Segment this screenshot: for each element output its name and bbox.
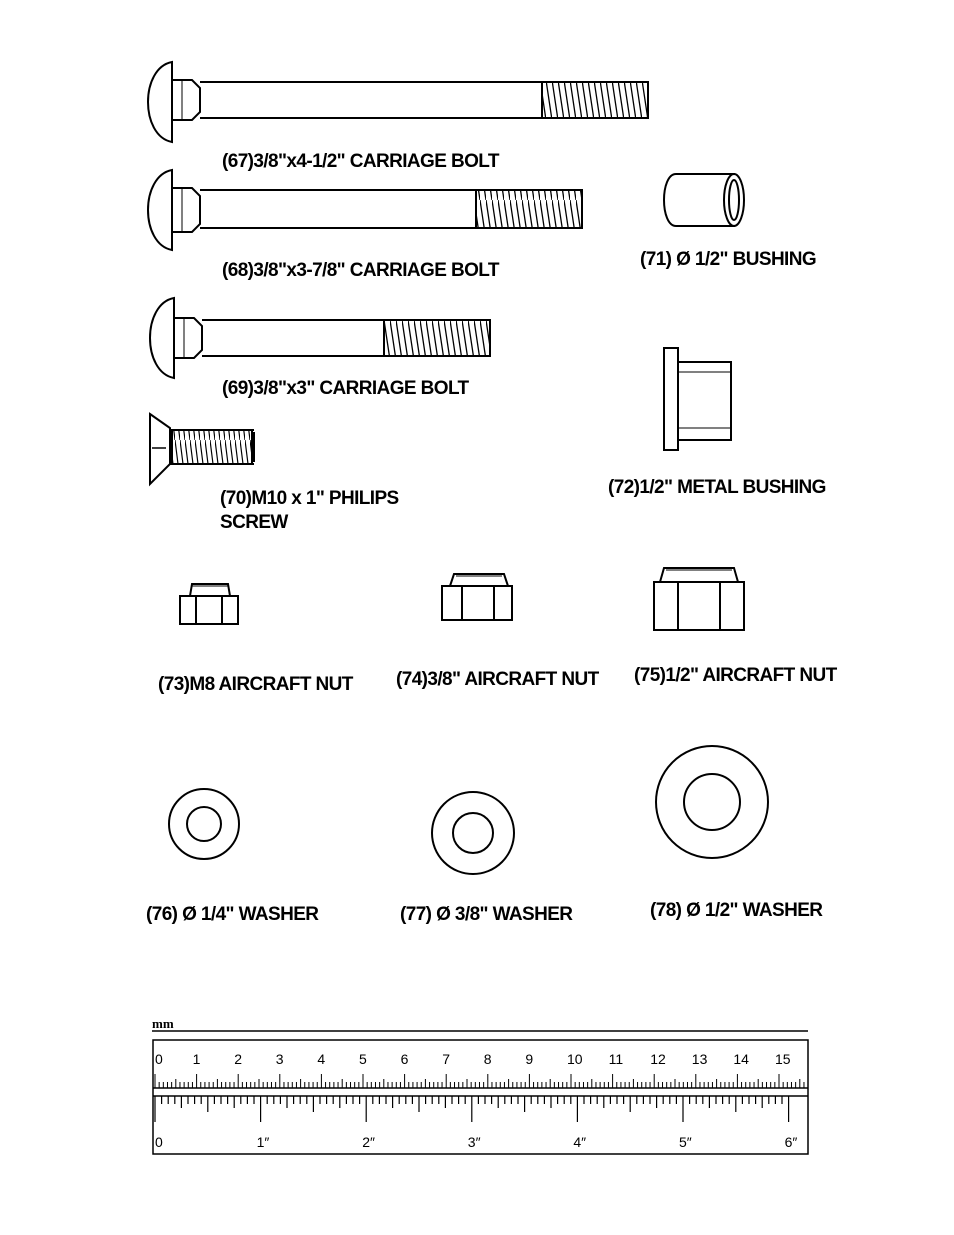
part-label-68: (68)3/8"x3-7/8" CARRIAGE BOLT xyxy=(222,260,499,281)
cm-label: 0 xyxy=(155,1051,163,1067)
part-label-70-line2: SCREW xyxy=(220,512,288,533)
cm-label: 3 xyxy=(275,1051,284,1067)
inch-label: 2″ xyxy=(362,1134,375,1150)
inch-label: 6″ xyxy=(784,1134,798,1150)
part-label-70-line1: (70)M10 x 1" PHILIPS xyxy=(220,488,399,509)
cm-label: 9 xyxy=(525,1051,534,1067)
inch-label: 3″ xyxy=(467,1134,481,1150)
inch-label: 0 xyxy=(155,1134,163,1150)
cm-label: 13 xyxy=(691,1051,708,1067)
inch-label: 1″ xyxy=(256,1134,270,1150)
cm-label: 7 xyxy=(442,1051,450,1067)
inch-label: 5″ xyxy=(679,1134,692,1150)
cm-label: 1 xyxy=(192,1051,201,1067)
cm-label: 5 xyxy=(359,1051,367,1067)
cm-labels xyxy=(155,1051,791,1067)
inch-labels xyxy=(155,1134,797,1150)
part-label-75: (75)1/2" AIRCRAFT NUT xyxy=(634,665,837,686)
part-label-73: (73)M8 AIRCRAFT NUT xyxy=(158,674,353,695)
mm-ticks xyxy=(155,1074,804,1088)
cm-label: 14 xyxy=(733,1051,749,1067)
part-label-67: (67)3/8"x4-1/2" CARRIAGE BOLT xyxy=(222,151,499,172)
part-label-77: (77) Ø 3/8" WASHER xyxy=(400,904,573,925)
part-label-71: (71) Ø 1/2" BUSHING xyxy=(640,249,817,270)
part-label-72: (72)1/2" METAL BUSHING xyxy=(608,477,826,498)
cm-label: 11 xyxy=(608,1051,624,1067)
cm-label: 6 xyxy=(400,1051,409,1067)
cm-label: 12 xyxy=(650,1051,666,1067)
cm-label: 8 xyxy=(483,1051,492,1067)
ruler-unit-label: mm xyxy=(152,1016,174,1031)
cm-label: 2 xyxy=(234,1051,242,1067)
inch-ticks xyxy=(155,1096,789,1122)
part-label-76: (76) Ø 1/4" WASHER xyxy=(146,904,319,925)
cm-label: 15 xyxy=(775,1051,791,1067)
part-label-78: (78) Ø 1/2" WASHER xyxy=(650,900,823,921)
part-label-74: (74)3/8" AIRCRAFT NUT xyxy=(396,669,599,690)
cm-label: 10 xyxy=(567,1051,583,1067)
cm-label: 4 xyxy=(317,1051,326,1067)
part-label-69: (69)3/8"x3" CARRIAGE BOLT xyxy=(222,378,469,399)
inch-label: 4″ xyxy=(573,1134,587,1150)
